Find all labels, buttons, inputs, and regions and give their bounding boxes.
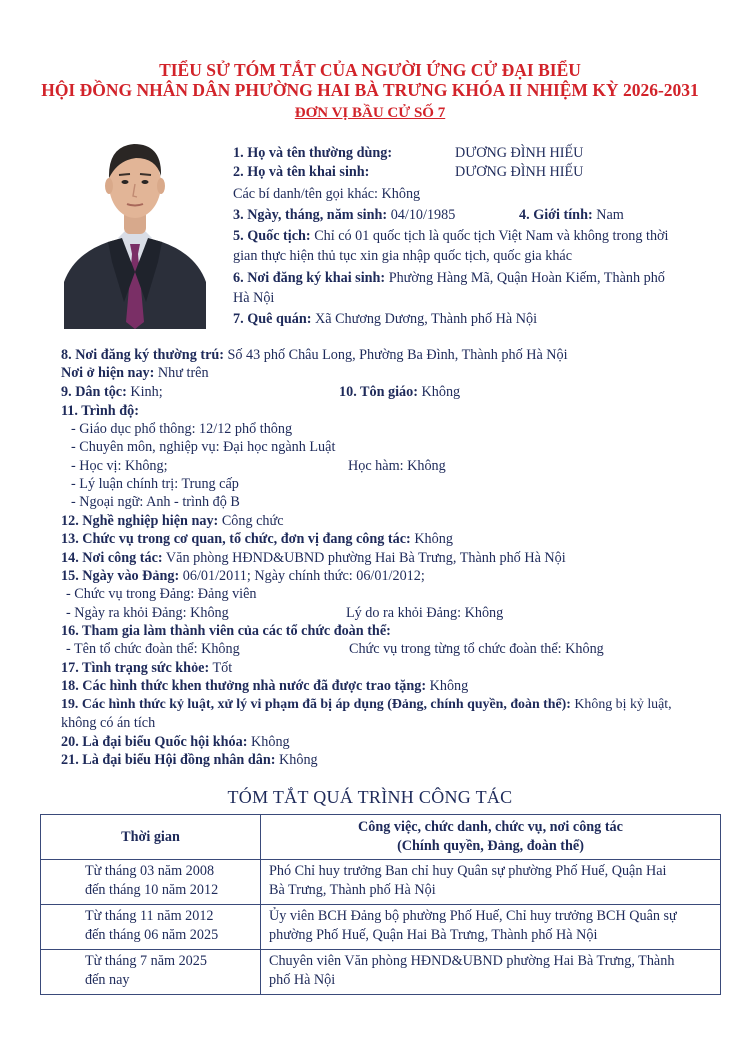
- column-header-description: [261, 815, 721, 860]
- field-awards: [61, 677, 468, 695]
- field-value: Văn phòng HĐND&UBND phường Hai Bà Trưng, Thành phố Hà Nội: [162, 550, 566, 566]
- field-discipline: [61, 696, 672, 714]
- field-value: Chỉ có 01 quốc tịch là quốc tịch Việt Nam và không trong thời: [310, 228, 669, 244]
- field-value: 06/01/2011; Ngày chính thức: 06/01/2012;: [179, 568, 425, 584]
- field-label: 11. Trình độ:: [61, 403, 139, 419]
- field-birth-date: [233, 206, 455, 224]
- description-line: phường Phố Huế, Quận Hai Bà Trưng, Thành phố Hà Nội: [269, 927, 598, 943]
- field-value: Như trên: [154, 365, 209, 381]
- field-specialty: - Chuyên môn, nghiệp vụ: Đại học ngành Luật: [71, 439, 336, 455]
- column-header-time: [41, 815, 261, 860]
- work-history-table: [40, 814, 721, 995]
- field-birth-registration: [233, 269, 665, 287]
- field-value: Nam: [592, 207, 624, 223]
- field-value: Tốt: [209, 660, 233, 676]
- field-gender: [519, 206, 624, 224]
- time-cell: [41, 950, 261, 995]
- field-label: 20. Là đại biểu Quốc hội khóa:: [61, 734, 248, 750]
- field-peoples-council: [61, 751, 318, 769]
- field-value: Không: [410, 531, 453, 547]
- field-birth-registration-cont: Hà Nội: [233, 290, 275, 306]
- field-label: 16. Tham gia làm thành viên của các tổ chức đoàn thể:: [61, 623, 391, 639]
- field-value: Không: [247, 734, 290, 750]
- description-line: Bà Trưng, Thành phố Hà Nội: [269, 882, 436, 898]
- field-health: [61, 659, 232, 677]
- field-label: 18. Các hình thức khen thưởng nhà nước đã được trao tặng:: [61, 678, 427, 694]
- field-label: 13. Chức vụ trong cơ quan, tổ chức, đơn vị đang công tác:: [61, 531, 411, 547]
- table-row: [41, 905, 721, 950]
- table-row: [41, 950, 721, 995]
- field-degree: - Học vị: Không;: [71, 458, 168, 474]
- field-label: 8. Nơi đăng ký thường trú:: [61, 347, 224, 363]
- time-to: đến tháng 06 năm 2025: [85, 927, 219, 943]
- description-cell: [261, 860, 721, 905]
- field-label: 6. Nơi đăng ký khai sinh:: [233, 270, 386, 286]
- field-label: 1. Họ và tên thường dùng:: [233, 145, 393, 161]
- field-organization-name: - Tên tổ chức đoàn thể: Không: [66, 641, 240, 657]
- field-label: 21. Là đại biểu Hội đồng nhân dân:: [61, 752, 276, 768]
- field-value: Số 43 phố Châu Long, Phường Ba Đình, Thành phố Hà Nội: [223, 347, 568, 363]
- field-label: 3. Ngày, tháng, năm sinh:: [233, 207, 388, 223]
- field-party-exit-reason: Lý do ra khỏi Đảng: Không: [346, 605, 504, 621]
- field-foreign-language: - Ngoại ngữ: Anh - trình độ B: [71, 494, 240, 510]
- time-to: đến nay: [85, 972, 130, 988]
- field-value: 04/10/1985: [387, 207, 456, 223]
- description-line: Ủy viên BCH Đảng bộ phường Phố Huế, Chỉ huy trưởng BCH Quân sự: [269, 908, 677, 924]
- field-party-exit: - Ngày ra khỏi Đảng: Không: [66, 605, 229, 621]
- field-permanent-residence: [61, 346, 568, 364]
- time-to: đến tháng 10 năm 2012: [85, 882, 219, 898]
- work-history-title: TÓM TẮT QUÁ TRÌNH CÔNG TÁC: [227, 787, 513, 807]
- field-political-theory: - Lý luận chính trị: Trung cấp: [71, 476, 239, 492]
- field-occupation: [61, 512, 284, 530]
- field-label: 9. Dân tộc:: [61, 384, 127, 400]
- field-ethnicity: [61, 383, 163, 401]
- field-value: Không: [275, 752, 318, 768]
- description-cell: [261, 950, 721, 995]
- field-national-assembly: [61, 733, 290, 751]
- description-cell: [261, 905, 721, 950]
- field-label: Nơi ở hiện nay:: [61, 365, 155, 381]
- candidate-portrait-icon: [64, 122, 206, 329]
- time-from: Từ tháng 7 năm 2025: [85, 953, 207, 969]
- description-line: phố Hà Nội: [269, 972, 336, 988]
- field-value: Phường Hàng Mã, Quận Hoàn Kiếm, Thành phố: [385, 270, 665, 286]
- field-value: Không: [417, 384, 461, 400]
- header-text: Công việc, chức danh, chức vụ, nơi công tác: [358, 819, 623, 835]
- field-current-residence: [61, 364, 209, 382]
- field-general-education: - Giáo dục phổ thông: 12/12 phổ thông: [71, 421, 293, 437]
- time-cell: [41, 860, 261, 905]
- header-text-sub: (Chính quyền, Đảng, đoàn thể): [397, 838, 584, 854]
- electoral-unit-title: ĐƠN VỊ BẦU CỬ SỐ 7: [294, 105, 446, 121]
- field-value: Xã Chương Dương, Thành phố Hà Nội: [311, 311, 538, 327]
- field-workplace: [61, 549, 566, 567]
- field-label: 17. Tình trạng sức khỏe:: [61, 660, 210, 676]
- field-religion: [339, 383, 460, 401]
- table-header-row: [41, 815, 721, 860]
- description-line: Chuyên viên Văn phòng HĐND&UBND phường Hai Bà Trưng, Thành: [269, 953, 675, 969]
- field-alias: Các bí danh/tên gọi khác: Không: [233, 186, 421, 202]
- time-from: Từ tháng 11 năm 2012: [85, 908, 214, 924]
- table-row: [41, 860, 721, 905]
- field-nationality: [233, 227, 669, 245]
- field-common-name: [233, 144, 584, 162]
- field-birth-name: [233, 163, 584, 181]
- field-party-join: [61, 567, 425, 585]
- field-value: Không: [426, 678, 469, 694]
- field-organizations: [61, 622, 391, 640]
- field-label: 19. Các hình thức kỷ luật, xử lý vi phạm đã bị áp dụng (Đảng, chính quyền, đoàn thể):: [61, 697, 571, 712]
- field-label: 4. Giới tính:: [519, 207, 593, 223]
- field-hometown: [233, 310, 537, 328]
- field-nationality-cont: gian thực hiện thủ tục xin gia nhập quốc tịch, quốc gia khác: [233, 248, 573, 264]
- field-label: 15. Ngày vào Đảng:: [61, 568, 180, 584]
- field-label: 2. Họ và tên khai sinh:: [233, 164, 370, 180]
- field-value: Kinh;: [126, 384, 163, 400]
- field-academic-title: Học hàm: Không: [348, 458, 446, 474]
- field-position: [61, 530, 453, 548]
- field-party-position: - Chức vụ trong Đảng: Đảng viên: [66, 586, 257, 602]
- document-title-line2: HỘI ĐỒNG NHÂN DÂN PHƯỜNG HAI BÀ TRƯNG KHÓA II NHIỆM KỲ 2026-2031: [41, 80, 699, 100]
- field-value: Công chức: [218, 513, 284, 529]
- field-discipline-cont: không có án tích: [61, 715, 156, 731]
- field-value: DƯƠNG ĐÌNH HIẾU: [455, 164, 584, 180]
- time-from: Từ tháng 03 năm 2008: [85, 863, 215, 879]
- time-cell: [41, 905, 261, 950]
- field-label: 10. Tôn giáo:: [339, 384, 418, 400]
- field-value: Không bị kỷ luật,: [570, 697, 672, 712]
- field-value: DƯƠNG ĐÌNH HIẾU: [455, 145, 584, 161]
- field-organization-role: Chức vụ trong từng tổ chức đoàn thể: Không: [349, 641, 604, 657]
- field-label: 14. Nơi công tác:: [61, 550, 163, 566]
- field-education-label: [61, 402, 139, 420]
- field-label: 12. Nghề nghiệp hiện nay:: [61, 513, 219, 529]
- header-text: Thời gian: [121, 828, 180, 845]
- document-title-line1: TIỂU SỬ TÓM TẮT CỦA NGƯỜI ỨNG CỬ ĐẠI BIỂU: [159, 60, 581, 80]
- description-line: Phó Chỉ huy trưởng Ban chỉ huy Quân sự phường Phố Huế, Quận Hai: [269, 863, 667, 879]
- field-label: 5. Quốc tịch:: [233, 228, 311, 244]
- field-label: 7. Quê quán:: [233, 311, 312, 327]
